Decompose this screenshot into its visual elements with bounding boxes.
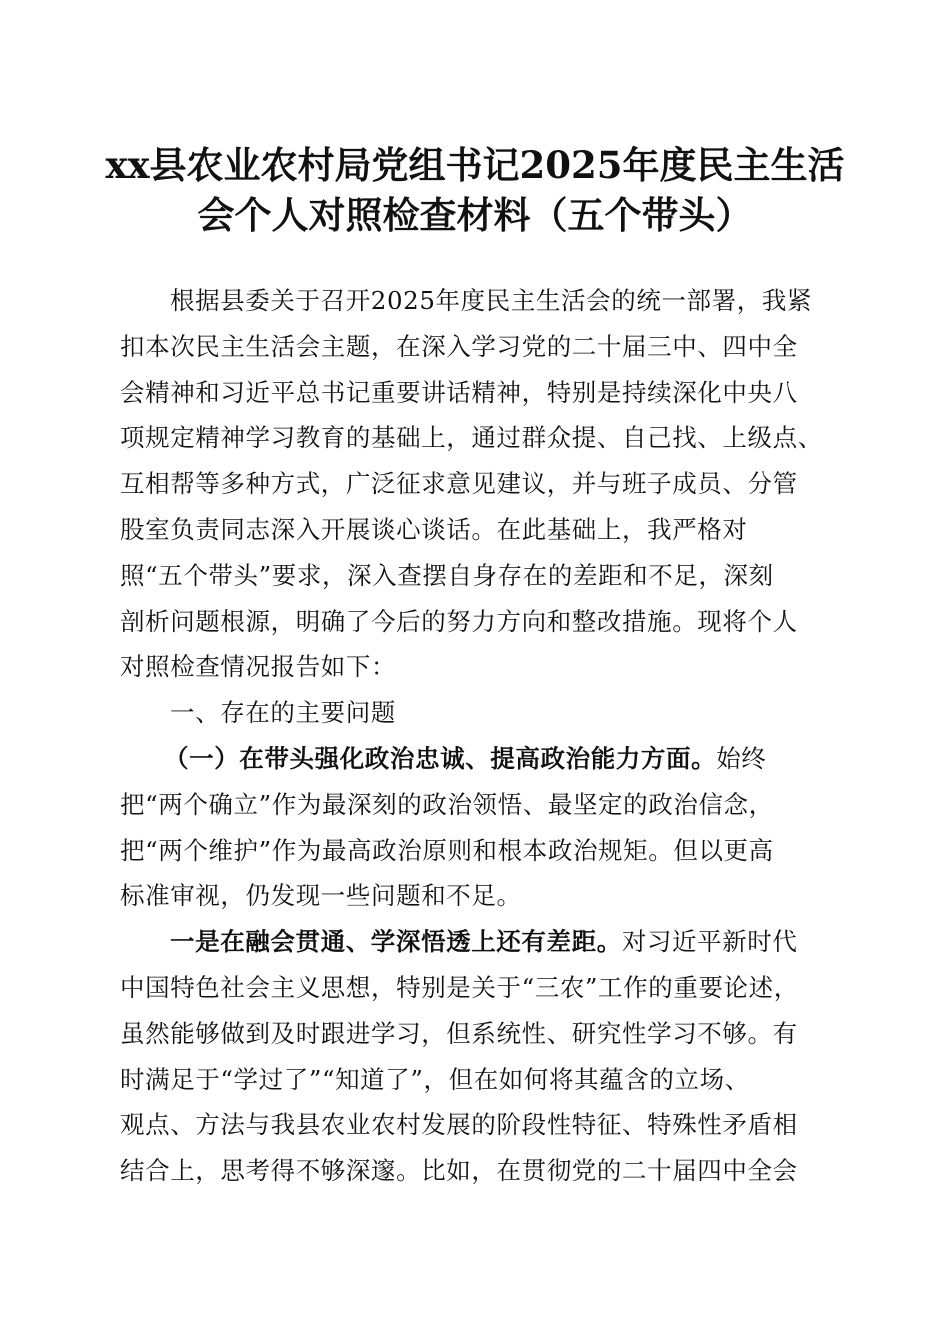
intro-line: 根据县委关于召开2025年度民主生活会的统一部署，我紧 bbox=[170, 286, 813, 315]
intro-line: 股室负责同志深入开展谈心谈话。在此基础上，我严格对 bbox=[120, 514, 748, 544]
section-heading: 一、存在的主要问题 bbox=[170, 698, 396, 728]
document-title bbox=[100, 140, 850, 240]
intro-line: 扣本次民主生活会主题，在深入学习党的二十届三中、四中全 bbox=[120, 331, 798, 361]
subsection-lead-rest: 始终 bbox=[716, 743, 767, 773]
subsection-lead: （一）在带头强化政治忠诚、提高政治能力方面。 bbox=[164, 743, 717, 773]
point-text-line: 观点、方法与我县农业农村发展的阶段性特征、特殊性矛盾相 bbox=[120, 1110, 798, 1140]
subsection-text-line: 把“两个确立”作为最深刻的政治领悟、最坚定的政治信念， bbox=[120, 789, 774, 819]
intro-line: 剖析问题根源，明确了今后的努力方向和整改措施。现将个人 bbox=[120, 606, 798, 636]
intro-line: 照“五个带头”要求，深入查摆自身存在的差距和不足，深刻 bbox=[120, 560, 774, 590]
document-body bbox=[120, 278, 830, 1194]
point-text-line: 结合上，思考得不够深邃。比如，在贯彻党的二十届四中全会 bbox=[120, 1156, 798, 1186]
subsection-text-line: 标准审视，仍发现一些问题和不足。 bbox=[120, 881, 522, 911]
point-text-line: 虽然能够做到及时跟进学习，但系统性、研究性学习不够。有 bbox=[120, 1018, 798, 1048]
title-line-2: 会个人对照检查材料（五个带头） bbox=[197, 193, 753, 237]
point-text-line: 中国特色社会主义思想，特别是关于“三农”工作的重要论述， bbox=[120, 972, 799, 1002]
title-line-1: xx县农业农村局党组书记2025年度民主生活 bbox=[105, 143, 845, 187]
point-text-line: 时满足于“学过了”“知道了”，但在如何将其蕴含的立场、 bbox=[120, 1064, 750, 1094]
point-lead: 一是在融会贯通、学深悟透上还有差距。 bbox=[170, 927, 622, 957]
point-lead-rest: 对习近平新时代 bbox=[621, 927, 798, 957]
intro-line: 会精神和习近平总书记重要讲话精神，特别是持续深化中央八 bbox=[120, 377, 798, 407]
subsection-line bbox=[120, 736, 830, 782]
point-line bbox=[120, 919, 830, 965]
intro-line: 对照检查情况报告如下： bbox=[120, 652, 397, 682]
intro-line: 互相帮等多种方式，广泛征求意见建议，并与班子成员、分管 bbox=[120, 469, 798, 499]
intro-line: 项规定精神学习教育的基础上，通过群众提、自己找、上级点、 bbox=[120, 423, 823, 453]
subsection-text-line: 把“两个维护”作为最高政治原则和根本政治规矩。但以更高 bbox=[120, 835, 774, 865]
